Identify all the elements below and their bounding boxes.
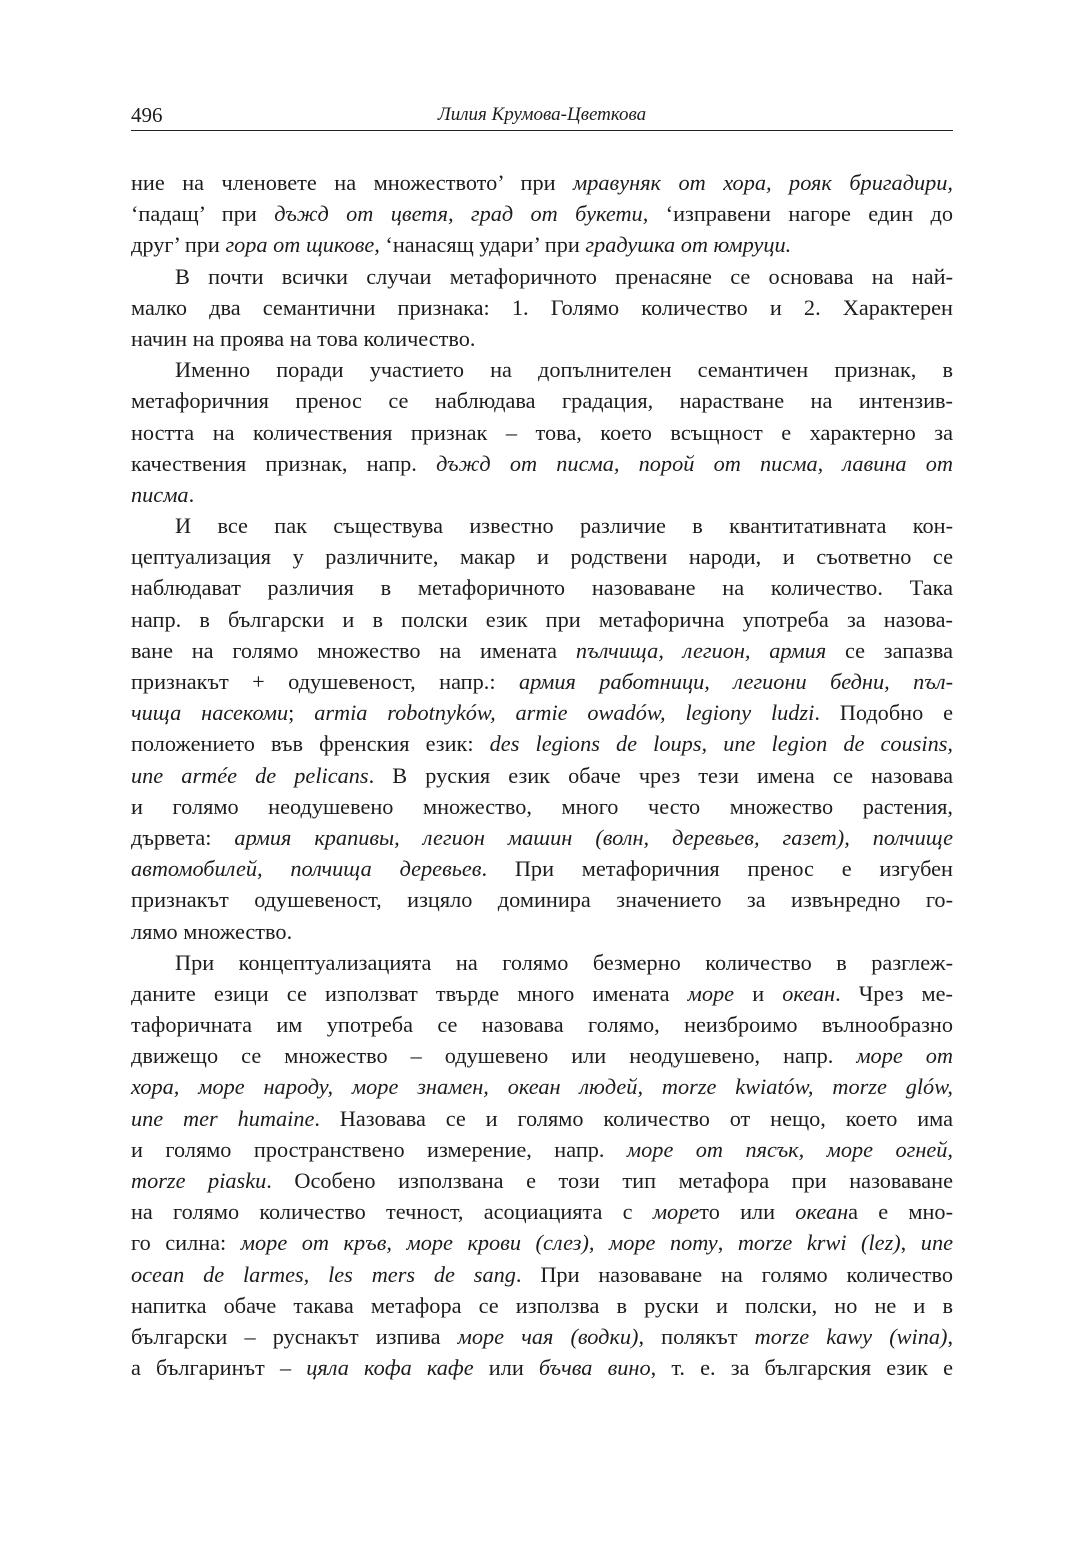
italic-example: море чая (водки) xyxy=(457,1323,639,1349)
italic-example: море xyxy=(687,980,735,1006)
running-head: Лилия Крумова-Цветкова xyxy=(437,104,647,125)
text-line: une mer humaine. Назовава се и голямо количество от нещо, което има xyxy=(131,1105,953,1131)
text-line: писма. xyxy=(131,481,195,507)
italic-example: море от пясък, море огней, xyxy=(626,1136,954,1162)
text-line: напитка обаче такава метафора се използва в руски и полски, но не и в xyxy=(131,1292,953,1318)
text-line: начин на проява на това количество. xyxy=(131,325,476,351)
body-text xyxy=(131,167,953,1383)
text-line: български – руснакът изпива море чая (водки), полякът morze kawy (wina), xyxy=(131,1323,954,1349)
paragraph xyxy=(131,510,953,947)
text-line: ‘падащ’ при дъжд от цветя, град от букети, ‘изправени нагоре един до xyxy=(131,201,953,227)
page-number: 496 xyxy=(131,103,163,127)
text-line: тафоричната им употреба се назовава голямо, неизброимо вълнообразно xyxy=(131,1012,953,1038)
paragraph xyxy=(131,167,953,261)
italic-example: автомобилей, полчища деревьев xyxy=(131,856,482,882)
italic-example: цяла кофа кафе xyxy=(306,1355,474,1381)
italic-example: писма xyxy=(131,481,189,507)
text-line: При концептуализацията на голямо безмерно количество в разглеж- xyxy=(175,949,953,975)
italic-example: чища насекоми xyxy=(131,700,289,726)
text-line: дървета: армия крапивы, легион машин (волн, деревьев, газет), полчище xyxy=(131,824,953,850)
italic-example: океан xyxy=(782,980,836,1006)
text-line: признакът + одушевеност, напр.: армия работници, легиони бедни, пъл- xyxy=(131,669,953,694)
italic-example: une xyxy=(920,1230,953,1256)
text-line: ocean de larmes, les mers de sang. При назоваване на голямо количество xyxy=(131,1261,953,1287)
italic-example: morze piasku xyxy=(131,1168,267,1193)
text-line: напр. в български и в полски език при метафорична употреба за назова- xyxy=(131,606,953,632)
text-line: чища насекоми; armia robotnyków, armie owadów, legiony ludzi. Подобно е xyxy=(131,700,953,726)
text-line: малко два семантични признака: 1. Голямо количество и 2. Характерен xyxy=(131,294,953,320)
text-line: движещо се множество – одушевено или неодушевено, напр. море от xyxy=(131,1043,954,1069)
italic-example: дъжд от цветя, град от букети, xyxy=(274,201,649,227)
italic-example: une mer humaine xyxy=(131,1105,315,1131)
text-line xyxy=(131,1071,953,1102)
text-line: Именно поради участието на допълнителен семантичен признак, в xyxy=(175,357,953,383)
italic-example: море xyxy=(652,1199,700,1225)
italic-example: пълчища, легион, армия xyxy=(575,637,827,663)
text-line: и голямо неодушевено множество, много често множество растения, xyxy=(131,793,953,819)
italic-example: armia robotnyków, armie owadów, legiony ludzi xyxy=(314,700,815,726)
text-line: метафоричния пренос се наблюдава градация, нарастване на интензив- xyxy=(131,388,953,414)
paragraph xyxy=(131,947,953,1384)
text-line: автомобилей, полчища деревьев. При метафоричния пренос е изгубен xyxy=(131,856,953,882)
page-header xyxy=(131,102,953,131)
italic-example: morze kawy (wina) xyxy=(754,1323,948,1349)
text-line: и голямо пространствено измерение, напр. море от пясък, море огней, xyxy=(131,1136,954,1162)
italic-example: градушка от юмруци. xyxy=(585,232,792,258)
text-line: morze piasku. Особено използвана е този тип метафора при назоваване xyxy=(131,1168,953,1193)
text-line: лямо множество. xyxy=(131,918,293,944)
text-line: В почти всички случаи метафоричното пренасяне се основава на най- xyxy=(175,263,953,289)
text-line: И все пак съществува известно различие в квантитативната кон- xyxy=(175,513,953,539)
italic-example: une armée de pelicans xyxy=(131,762,369,788)
text-line: признакът одушевеност, изцяло доминира значението за извънредно го- xyxy=(131,887,953,913)
italic-example: ocean de larmes, les mers de sang xyxy=(131,1261,516,1287)
italic-example: бъчва вино xyxy=(538,1355,651,1381)
italic-example: des legions de loups, une legion de cousins, xyxy=(489,731,953,757)
text-line: ние на членовете на множеството’ при мравуняк от хора, рояк бригадири, xyxy=(131,170,953,195)
italic-example: гора от щикове, xyxy=(225,232,380,258)
italic-example: океан xyxy=(795,1199,849,1225)
italic-example: море от кръв, море крови (слез), море поту xyxy=(240,1230,718,1256)
text-line: une armée de pelicans. В руския език обаче чрез тези имена се назовава xyxy=(131,762,953,788)
italic-example: morze krwi (lez) xyxy=(737,1230,901,1256)
text-line: качествения признак, напр. дъжд от писма, порой от писма, лавина от xyxy=(131,450,953,476)
text-line: положението във френския език: des legions de loups, une legion de cousins, xyxy=(131,731,953,757)
italic-example: море от xyxy=(856,1043,954,1069)
text-line: наблюдават различия в метафоричното назоваване на количество. Така xyxy=(131,575,953,601)
italic-example: мравуняк от хора, рояк бригадири, xyxy=(573,170,953,195)
text-line: на голямо количество течност, асоциацията с морето или океана е мно- xyxy=(131,1199,953,1225)
paragraph xyxy=(131,261,953,355)
text-line: цептуализация у различните, макар и родствени народи, и съответно се xyxy=(131,544,953,570)
paragraph xyxy=(131,354,953,510)
text-line: го силна: море от кръв, море крови (слез), море поту, morze krwi (lez), une xyxy=(131,1230,953,1256)
text-line: друг’ при гора от щикове, ‘нанасящ удари’ при градушка от юмруци. xyxy=(131,232,792,258)
text-line: а българинът – цяла кофа кафе или бъчва вино, т. е. за българския език е xyxy=(131,1355,954,1381)
text-line: ността на количествения признак – това, което всъщност е характерно за xyxy=(131,419,953,445)
text-line: ване на голямо множество на имената пълчища, легион, армия се запазва xyxy=(131,637,953,663)
italic-example: армия работници, легиони бедни, пъл- xyxy=(518,669,953,694)
text-line: даните езици се използват твърде много имената море и океан. Чрез ме- xyxy=(131,980,953,1006)
italic-example: армия крапивы, легион машин (волн, деревьев, газет), полчище xyxy=(234,824,953,850)
italic-example: хора, море народу, море знамен, океан людей, morze kwiatów, morze glów, xyxy=(131,1074,953,1100)
italic-example: дъжд от писма, порой от писма, лавина от xyxy=(436,450,953,476)
